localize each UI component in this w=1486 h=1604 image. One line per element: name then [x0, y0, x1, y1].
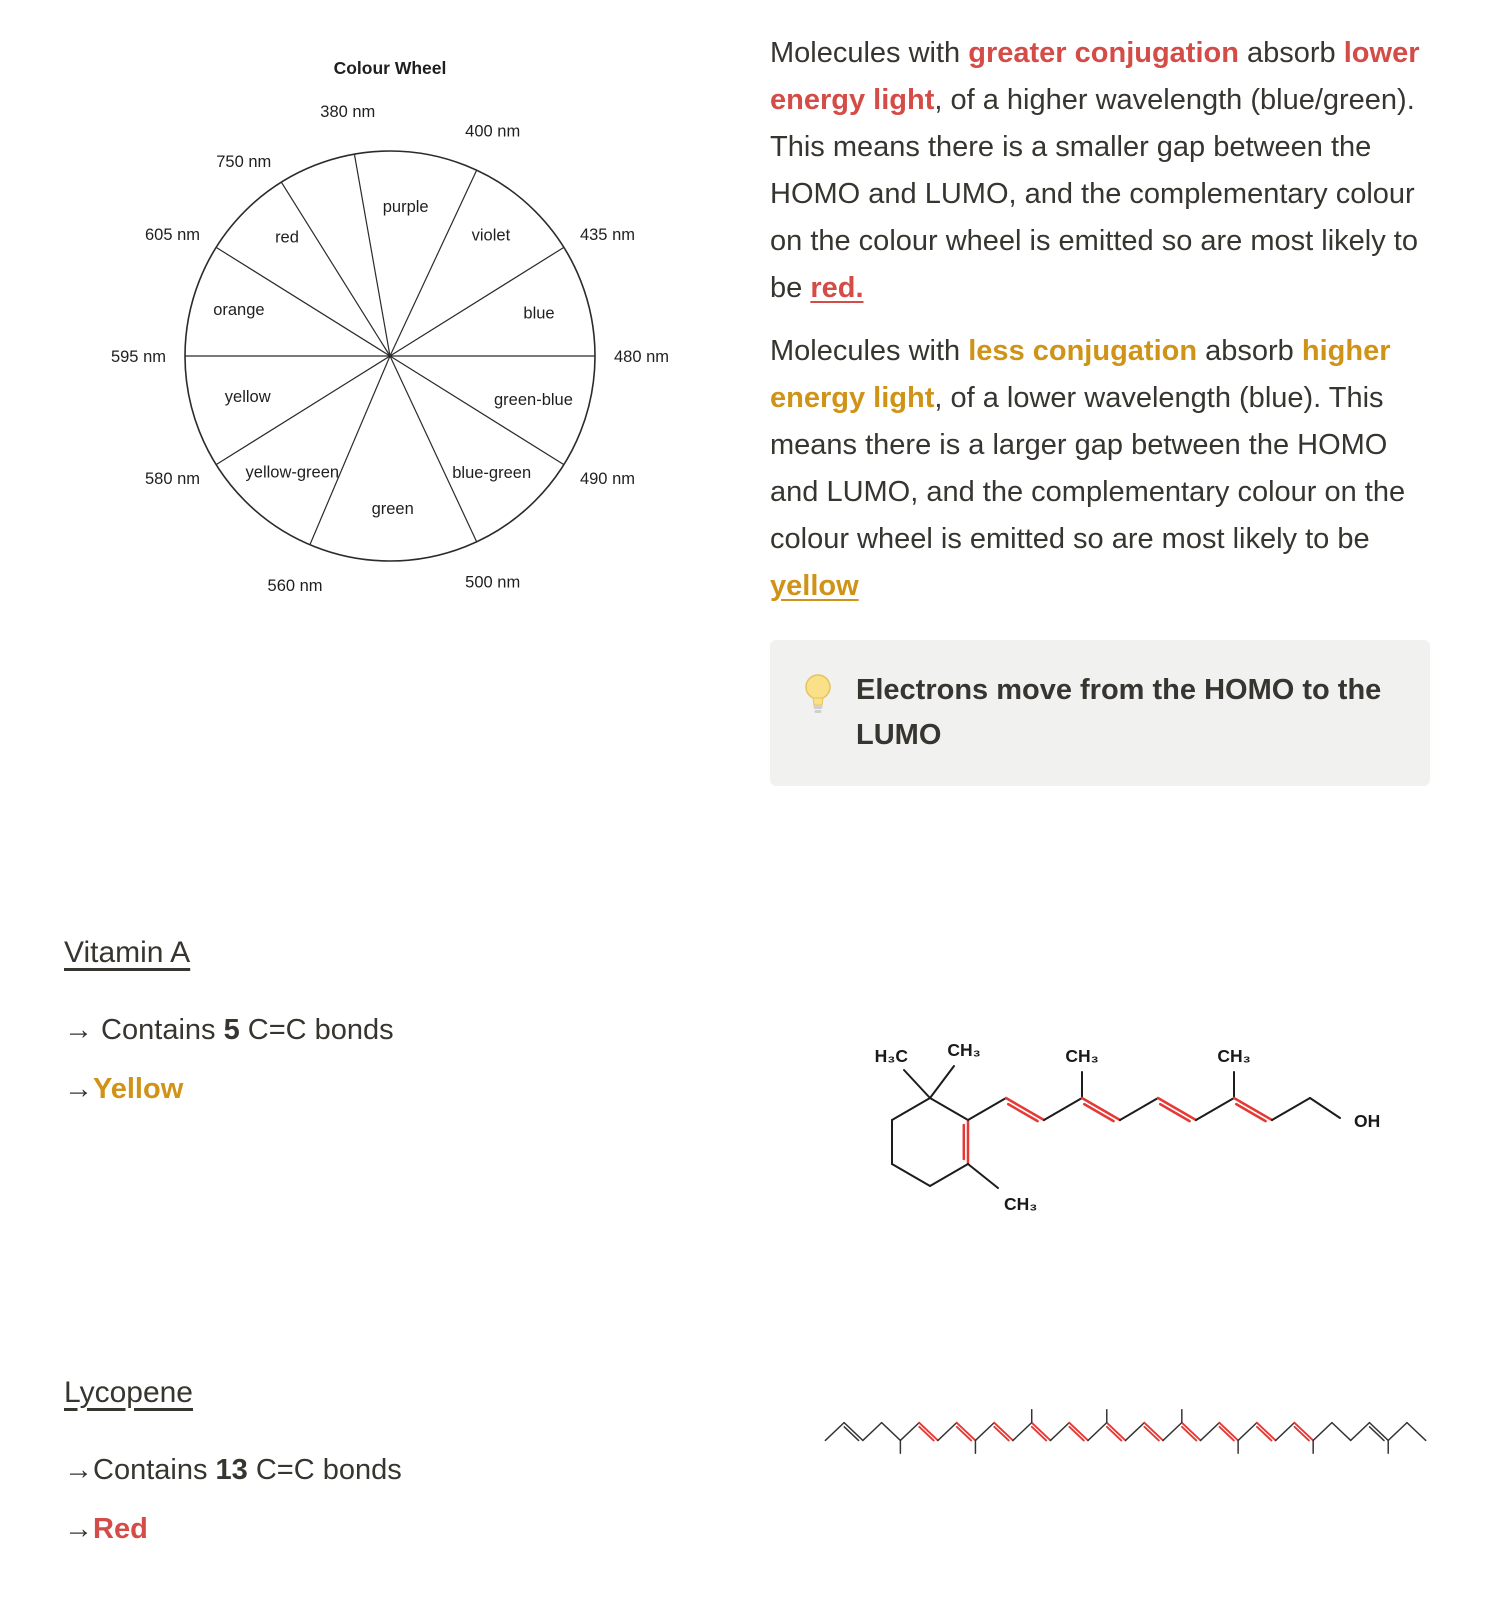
lycopene-colour-line	[64, 1513, 780, 1546]
conjugated-bond	[1234, 1098, 1272, 1120]
molecule-label: H₃C	[874, 1045, 908, 1066]
wheel-boundary-line	[390, 356, 564, 465]
bond	[1332, 1422, 1351, 1440]
bond	[900, 1422, 919, 1440]
text-run: , of a higher wavelength (blue/green). This means there is a smaller gap between the HOMO and LUMO, and the complementary colour on the colour wheel is emitted so are most likely to be	[770, 83, 1418, 304]
bond	[1276, 1422, 1295, 1440]
bond	[863, 1422, 882, 1440]
colour-wheel-figure	[0, 30, 770, 616]
bond	[938, 1422, 957, 1440]
vitamin-a-figure	[780, 936, 1486, 1236]
vitamin-a-colour-label: Yellow	[93, 1072, 184, 1105]
wheel-wavelength-label: 500 nm	[465, 573, 521, 592]
bond	[1313, 1422, 1332, 1440]
highlight-greater-conjugation: greater conjugation	[968, 37, 1239, 69]
bond	[975, 1422, 994, 1440]
conjugated-bond	[1069, 1422, 1088, 1440]
notes-text-column	[770, 30, 1486, 786]
wheel-sector-label: yellow-green	[245, 463, 340, 482]
conjugated-bond	[1082, 1098, 1120, 1120]
text-run: Molecules with	[770, 334, 969, 367]
conjugated-bond	[1294, 1422, 1313, 1440]
molecule-label: OH	[1354, 1110, 1381, 1131]
bond	[968, 1164, 998, 1188]
wheel-sector-label: orange	[213, 300, 265, 319]
bond	[1369, 1422, 1388, 1440]
arrow-glyph: →	[64, 1512, 93, 1545]
wheel-sector-label: green-blue	[494, 390, 573, 409]
wheel-wavelength-label: 380 nm	[320, 102, 376, 121]
wheel-wavelength-label: 605 nm	[144, 226, 201, 245]
bond	[1388, 1422, 1407, 1440]
wheel-wavelength-label: 490 nm	[579, 469, 636, 488]
lycopene-section	[0, 1376, 1486, 1546]
molecule-label: CH₃	[1004, 1193, 1038, 1214]
lycopene-heading: Lycopene	[64, 1375, 193, 1409]
bond	[930, 1164, 968, 1186]
lightbulb-icon-graphic	[800, 672, 836, 718]
colour-wheel-diagram	[0, 46, 760, 616]
molecule-label: CH₃	[1217, 1045, 1251, 1066]
wheel-boundary-line	[390, 247, 564, 356]
conjugated-bond	[1219, 1422, 1238, 1440]
wheel-wavelength-label: 435 nm	[579, 226, 636, 245]
lycopene-colour-label: Red	[93, 1512, 148, 1545]
bond	[892, 1098, 930, 1120]
text-run: → Contains	[64, 1013, 224, 1046]
molecule-label: CH₃	[947, 1039, 981, 1060]
wheel-sector-label: violet	[471, 226, 511, 245]
bond	[882, 1422, 901, 1440]
bond	[1163, 1422, 1182, 1440]
wheel-sector-label: yellow	[224, 387, 271, 406]
conjugated-bond	[994, 1422, 1013, 1440]
wheel-wavelength-label: 560 nm	[267, 577, 323, 596]
bond-count: 13	[215, 1453, 248, 1486]
bond	[1407, 1422, 1426, 1440]
bond	[1050, 1422, 1069, 1440]
top-row	[0, 30, 1486, 786]
callout	[770, 640, 1430, 786]
wheel-sector-label: red	[275, 228, 299, 247]
highlight-less-conjugation: less conjugation	[968, 334, 1198, 367]
highlight-red-underlined: red.	[810, 271, 864, 304]
conjugated-bond	[1257, 1422, 1276, 1440]
bond	[904, 1070, 930, 1098]
wheel-sector-label: purple	[382, 197, 429, 216]
bond	[1013, 1422, 1032, 1440]
wheel-title: Colour Wheel	[333, 58, 447, 78]
lycopene-structure	[816, 1394, 1441, 1473]
paragraph-greater-conjugation	[770, 30, 1430, 312]
bond	[1126, 1422, 1145, 1440]
conjugated-bond	[1107, 1422, 1126, 1440]
bond	[825, 1422, 844, 1440]
bond-count: 5	[223, 1013, 240, 1046]
bond	[1351, 1422, 1370, 1440]
wheel-boundary-line	[354, 154, 390, 356]
wheel-wavelength-label: 400 nm	[465, 122, 521, 141]
bond	[844, 1422, 863, 1440]
text-run: Molecules with	[770, 37, 969, 69]
bond	[968, 1098, 1006, 1120]
bond	[1201, 1422, 1220, 1440]
text-run: C=C bonds	[247, 1453, 402, 1486]
bond	[1088, 1422, 1107, 1440]
lycopene-text	[0, 1376, 780, 1546]
bond	[1310, 1098, 1340, 1118]
highlight-lower-energy-light: lower energy light	[770, 37, 1420, 116]
wheel-sector-label: blue	[523, 304, 555, 323]
bond	[930, 1098, 968, 1120]
vitamin-a-text	[0, 936, 780, 1106]
vitamin-a-structure	[840, 1006, 1420, 1236]
highlight-yellow-underlined: yellow	[770, 569, 859, 602]
bond	[1044, 1098, 1082, 1120]
bond	[1238, 1422, 1257, 1440]
wheel-wavelength-label: 480 nm	[614, 348, 670, 366]
wheel-wavelength-label: 595 nm	[110, 348, 166, 366]
callout-text: Electrons move from the HOMO to the LUMO	[856, 673, 1382, 751]
conjugated-bond	[1032, 1422, 1051, 1440]
wheel-wavelength-label: 580 nm	[144, 469, 201, 488]
wheel-wavelength-label: 750 nm	[216, 152, 272, 171]
conjugated-bond	[1158, 1098, 1196, 1120]
lycopene-bonds-line	[64, 1454, 780, 1487]
bond	[1196, 1098, 1234, 1120]
text-run: →Contains	[64, 1453, 216, 1486]
text-run: , of a lower wavelength (blue). This means there is a larger gap between the HOMO and LUMO, and the complementary colour on the colour wheel is emitted so are most likely to be	[770, 381, 1406, 555]
vitamin-a-heading: Vitamin A	[64, 935, 191, 969]
conjugated-bond	[1006, 1098, 1044, 1120]
text-run: C=C bonds	[239, 1013, 394, 1046]
molecule-label: CH₃	[1065, 1045, 1099, 1066]
conjugated-bond	[1144, 1422, 1163, 1440]
text-run: absorb	[1238, 37, 1344, 69]
vitamin-a-bonds-line	[64, 1014, 780, 1047]
conjugated-bond	[1182, 1422, 1201, 1440]
conjugated-bond	[919, 1422, 938, 1440]
wheel-boundary-line	[216, 356, 390, 465]
lightbulb-icon	[800, 672, 836, 718]
vitamin-a-colour-line	[64, 1073, 780, 1106]
bond	[1272, 1098, 1310, 1120]
arrow-glyph: →	[64, 1072, 93, 1105]
highlight-higher-energy-light: higher energy light	[770, 334, 1391, 414]
text-run: absorb	[1197, 334, 1302, 367]
bond	[930, 1066, 954, 1098]
lycopene-figure	[780, 1376, 1486, 1473]
conjugated-bond	[957, 1422, 976, 1440]
wheel-boundary-line	[281, 182, 390, 356]
bond	[892, 1164, 930, 1186]
vitamin-a-section	[0, 936, 1486, 1236]
wheel-sector-label: green	[371, 499, 414, 518]
wheel-sector-label: blue-green	[452, 463, 532, 482]
bond	[1120, 1098, 1158, 1120]
paragraph-less-conjugation	[770, 328, 1430, 610]
